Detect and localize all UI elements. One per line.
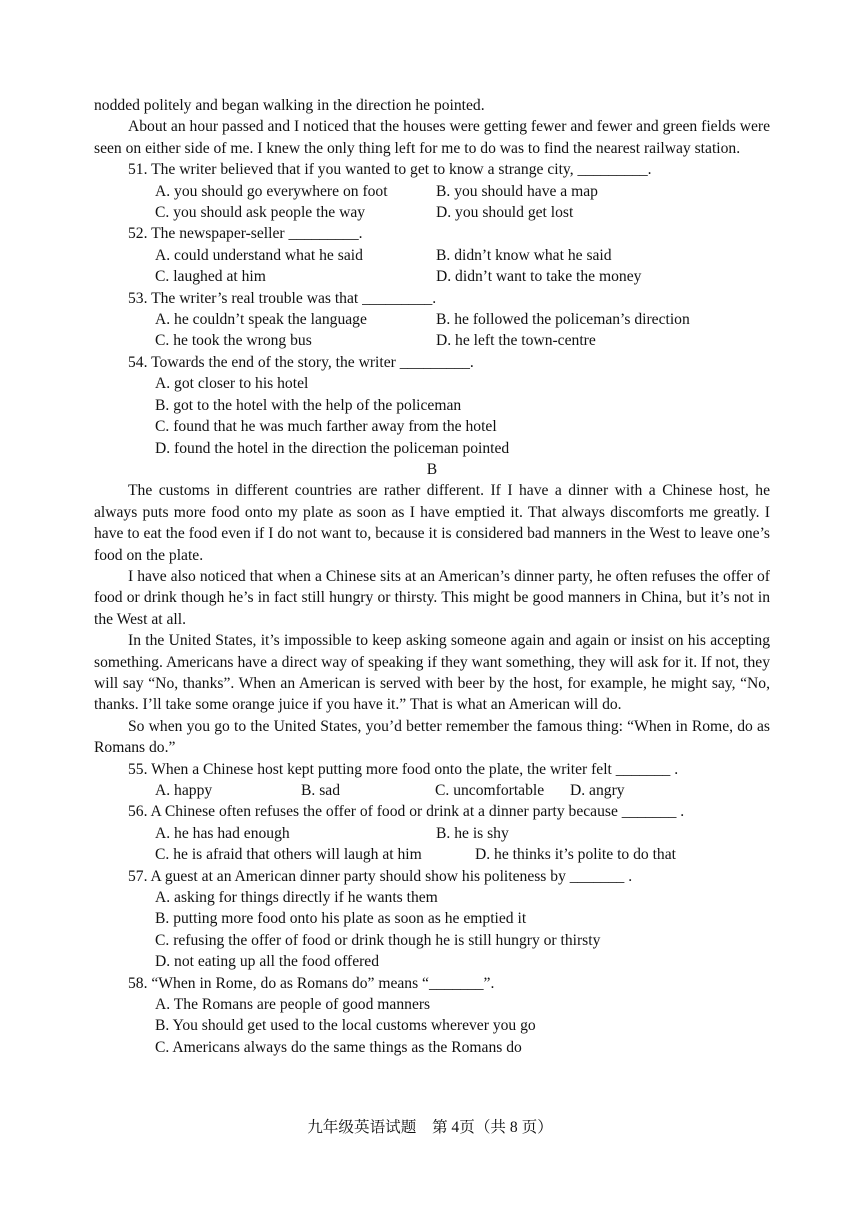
option-a: A. he has had enough (155, 824, 290, 842)
passage-b-paragraph: In the United States, it’s impossible to keep asking someone again and again or insist on his accepting something. Americans have a direct way of speaking if they want something, they will ask for it. If not, they will say “No, thanks”. When an American is served with beer by the host, for example, he might say, “No, thanks. I’ll take some orange juice if you have it.” That is what an American will do. (94, 632, 770, 714)
option-c: C. he is afraid that others will laugh at him (155, 846, 422, 864)
passage-b-paragraph: I have also noticed that when a Chinese sits at an American’s dinner party, he often refuses the offer of food or drink though he’s in fact still hungry or thirsty. This might be good manners in China, but it’s not in the West at all. (94, 567, 770, 628)
passage-b-paragraph: The customs in different countries are rather different. If I have a dinner with a Chinese host, he always puts more food onto my plate as soon as I have emptied it. That always discomforts me greatly. I have to eat the food even if I do not want to, because it is considered bad manners in the West to leave one’s food on the plate. (94, 482, 770, 564)
option-a: A. got closer to his hotel (155, 375, 309, 393)
option-d: D. found the hotel in the direction the policeman pointed (155, 439, 510, 457)
option-d: D. he left the town-centre (436, 332, 596, 350)
option-a: A. The Romans are people of good manners (155, 996, 431, 1014)
question-52-stem: 52. The newspaper-seller _________. (128, 225, 363, 243)
question-58-stem: 58. “When in Rome, do as Romans do” means “_______”. (128, 974, 495, 992)
option-b: B. got to the hotel with the help of the policeman (155, 396, 462, 414)
question-55-stem: 55. When a Chinese host kept putting more food onto the plate, the writer felt _______ . (128, 760, 679, 778)
question-51-options-row1 (94, 181, 770, 202)
option-d: D. angry (570, 782, 625, 799)
option-b: B. you should have a map (436, 182, 598, 200)
question-52-options-row2 (94, 266, 770, 287)
option-d: D. didn’t want to take the money (436, 268, 642, 286)
option-d: D. not eating up all the food offered (155, 953, 380, 971)
question-54-stem: 54. Towards the end of the story, the writer _________. (128, 353, 474, 371)
question-56-options-row2 (94, 844, 770, 865)
section-b-heading: B (426, 460, 438, 478)
option-c: C. uncomfortable (435, 782, 545, 799)
option-b: B. You should get used to the local customs wherever you go (155, 1017, 536, 1035)
option-b: B. didn’t know what he said (436, 246, 612, 264)
question-55-options (94, 780, 770, 801)
question-51-stem: 51. The writer believed that if you wanted to get to know a strange city, _________. (128, 161, 652, 179)
passage-a-line: nodded politely and began walking in the direction he pointed. (94, 97, 485, 114)
option-b: B. he is shy (436, 824, 509, 842)
option-b: B. he followed the policeman’s direction (436, 311, 690, 329)
option-a: A. you should go everywhere on foot (155, 182, 388, 200)
question-53-options-row1 (94, 309, 770, 330)
option-d: D. he thinks it’s polite to do that (475, 846, 676, 864)
option-c: C. Americans always do the same things as the Romans do (155, 1038, 522, 1056)
passage-b-paragraph: So when you go to the United States, you’d better remember the famous thing: “When in Rome, do as Romans do.” (94, 717, 770, 757)
option-a: A. could understand what he said (155, 246, 363, 264)
passage-a-paragraph: About an hour passed and I noticed that the houses were getting fewer and fewer and green fields were seen on either side of me. I knew the only thing left for me to do was to find the nearest railway station. (94, 118, 770, 157)
option-c: C. you should ask people the way (155, 204, 366, 222)
option-b: B. putting more food onto his plate as soon as he emptied it (155, 910, 527, 928)
question-53-options-row2 (94, 330, 770, 351)
question-52-options-row1 (94, 245, 770, 266)
question-57-stem: 57. A guest at an American dinner party should show his politeness by _______ . (128, 867, 633, 885)
question-56-stem: 56. A Chinese often refuses the offer of food or drink at a dinner party because _______ . (128, 803, 685, 821)
option-a: A. he couldn’t speak the language (155, 311, 367, 329)
option-c: C. laughed at him (155, 268, 266, 286)
option-c: C. refusing the offer of food or drink though he is still hungry or thirsty (155, 931, 601, 949)
option-a: A. happy (155, 782, 213, 799)
question-56-options-row1 (94, 823, 770, 844)
question-51-options-row2 (94, 202, 770, 223)
option-b: B. sad (301, 782, 340, 799)
question-53-stem: 53. The writer’s real trouble was that _________. (128, 289, 437, 307)
option-c: C. he took the wrong bus (155, 332, 312, 350)
option-a: A. asking for things directly if he wants them (155, 889, 438, 907)
page-footer: 九年级英语试题 第 4页（共 8 页） (307, 1119, 553, 1136)
option-c: C. found that he was much farther away from the hotel (155, 418, 497, 436)
option-d: D. you should get lost (436, 204, 574, 222)
page-content (94, 95, 770, 1058)
